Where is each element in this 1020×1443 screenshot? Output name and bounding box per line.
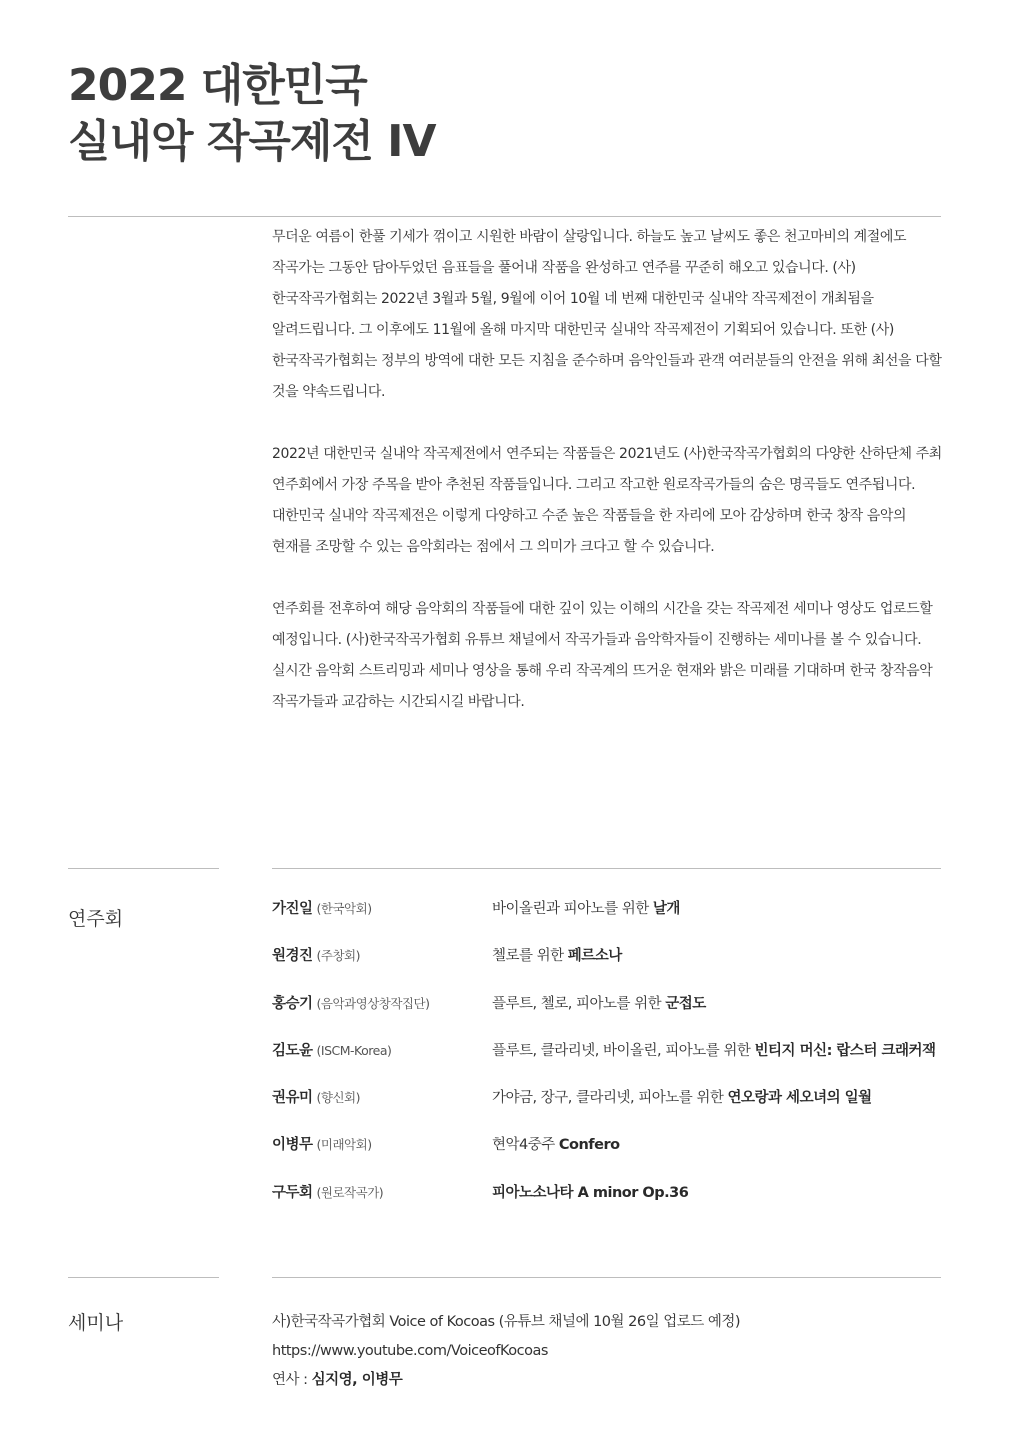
composer-group: (ISCM-Korea) bbox=[316, 1042, 392, 1058]
composer-name: 홍승기 bbox=[272, 995, 313, 1012]
composer-name: 이병무 bbox=[272, 1137, 313, 1154]
concert-program-list bbox=[272, 897, 962, 1228]
work-instrumentation: 바이올린과 피아노를 위한 bbox=[492, 901, 653, 917]
work-title: 연오랑과 세오녀의 일월 bbox=[727, 1090, 872, 1107]
program-row bbox=[272, 1086, 962, 1133]
concert-section-label: 연주회 bbox=[68, 908, 124, 930]
seminar-divider-right bbox=[272, 1277, 941, 1278]
concert-divider-left bbox=[68, 868, 219, 869]
work-instrumentation: 현악4중주 bbox=[492, 1137, 559, 1154]
speaker-prefix: 연사 : bbox=[272, 1372, 312, 1388]
program-row bbox=[272, 992, 962, 1039]
intro-paragraph-2: 2022년 대한민국 실내악 작곡제전에서 연주되는 작품들은 2021년도 (사)한국작곡가협회의 다양한 산하단체 주최 연주회에서 가장 주목을 받아 추천된 작품들입니다. 그리고 작고한 원로작곡가들의 숨은 명곡들도 연주됩니다. 대한민국 실내악 작곡제전은 이렇게 다양하고 수준 높은 작품들을 한 자리에 모아 감상하며 한국 창작 음악의 현재를 조망할 수 있는 음악회라는 점에서 그 의미가 크다고 할 수 있습니다. bbox=[272, 446, 942, 555]
seminar-info bbox=[272, 1308, 962, 1395]
composer-group: (미래악회) bbox=[316, 1137, 372, 1153]
composer-name: 구두회 bbox=[272, 1184, 313, 1201]
program-row bbox=[272, 897, 962, 944]
title-line-1: 2022 대한민국 bbox=[68, 60, 367, 111]
work-title: 군접도 bbox=[665, 995, 706, 1012]
title-line-2: 실내악 작곡제전 IV bbox=[68, 116, 436, 167]
composer-group: (원로작곡가) bbox=[316, 1184, 384, 1200]
work-instrumentation: 첼로를 위한 bbox=[492, 948, 568, 965]
composer-group: (향신회) bbox=[316, 1090, 361, 1106]
title-divider bbox=[68, 216, 941, 217]
composer-name: 가진일 bbox=[272, 901, 313, 917]
program-row bbox=[272, 1039, 962, 1086]
seminar-section-label: 세미나 bbox=[68, 1312, 124, 1334]
work-title: Confero bbox=[558, 1137, 620, 1154]
intro-paragraph-1: 무더운 여름이 한풀 기세가 꺾이고 시원한 바람이 살랑입니다. 하늘도 높고 날씨도 좋은 천고마비의 계절에도 작곡가는 그동안 담아두었던 음표들을 풀어내 작품을 완성하고 연주를 꾸준히 해오고 있습니다. (사)한국작곡가협회는 2022년 3월과 5월, 9월에 이어 10월 네 번째 대한민국 실내악 작곡제전이 개최됨을 알려드립니다. 그 이후에도 11월에 올해 마지막 대한민국 실내악 작곡제전이 기획되어 있습니다. 또한 (사)한국작곡가협회는 정부의 방역에 대한 모든 지침을 준수하며 음악인들과 관객 여러분들의 안전을 위해 최선을 다할 것을 약속드립니다. bbox=[272, 229, 942, 400]
program-row bbox=[272, 944, 962, 991]
intro-paragraph-3: 연주회를 전후하여 해당 음악회의 작품들에 대한 깊이 있는 이해의 시간을 갖는 작곡제전 세미나 영상도 업로드할 예정입니다. (사)한국작곡가협회 유튜브 채널에서 작곡가들과 음악학자들이 진행하는 세미나를 볼 수 있습니다. 실시간 음악회 스트리밍과 세미나 영상을 통해 우리 작곡계의 뜨거운 현재와 밝은 미래를 기대하며 한국 창작음악 작곡가들과 교감하는 시간되시길 바랍니다. bbox=[272, 601, 933, 710]
intro-text bbox=[272, 222, 944, 749]
work-instrumentation: 플루트, 클라리넷, 바이올린, 피아노를 위한 bbox=[492, 1042, 755, 1059]
seminar-youtube-link[interactable]: https://www.youtube.com/VoiceofKocoas bbox=[272, 1343, 548, 1359]
seminar-divider-left bbox=[68, 1277, 219, 1278]
composer-name: 권유미 bbox=[272, 1090, 313, 1107]
composer-group: (주창회) bbox=[316, 948, 361, 964]
composer-name: 원경진 bbox=[272, 948, 313, 965]
composer-group: (음악과영상창작집단) bbox=[316, 995, 430, 1011]
composer-group: (한국악회) bbox=[316, 901, 372, 916]
speaker-names: 심지영, 이병무 bbox=[311, 1372, 403, 1388]
work-title: 피아노소나타 A minor Op.36 bbox=[492, 1184, 689, 1201]
work-title: 날개 bbox=[652, 901, 680, 917]
work-title: 페르소나 bbox=[567, 948, 622, 965]
seminar-speakers bbox=[272, 1366, 962, 1395]
work-title: 빈티지 머신: 랍스터 크래커잭 bbox=[754, 1042, 936, 1059]
work-instrumentation: 플루트, 첼로, 피아노를 위한 bbox=[492, 995, 666, 1012]
program-row bbox=[272, 1133, 962, 1180]
page-title bbox=[68, 58, 436, 170]
work-instrumentation: 가야금, 장구, 클라리넷, 피아노를 위한 bbox=[492, 1090, 728, 1107]
program-row bbox=[272, 1181, 962, 1228]
seminar-description: 사)한국작곡가협회 Voice of Kocoas (유튜브 채널에 10월 26일 업로드 예정) bbox=[272, 1314, 741, 1330]
concert-divider-right bbox=[272, 868, 941, 869]
composer-name: 김도윤 bbox=[272, 1042, 313, 1059]
